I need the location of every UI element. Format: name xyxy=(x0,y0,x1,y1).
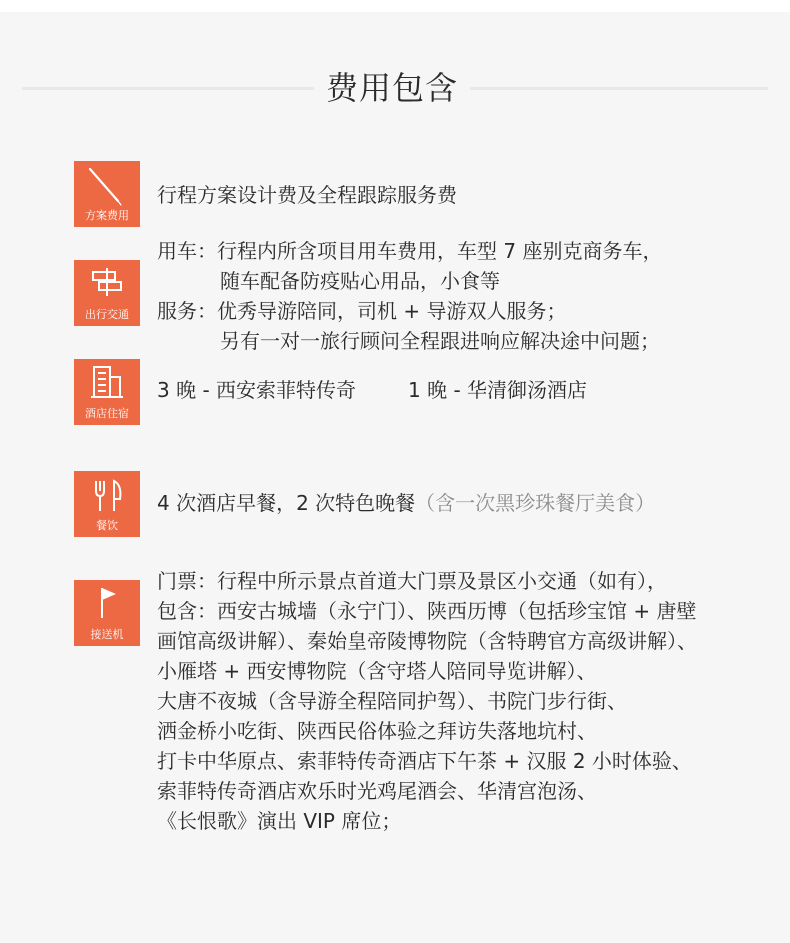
ticket-line-5: 大唐不夜城（含导游全程陪同护驾）、书院门步行街、 xyxy=(157,689,627,713)
hotel-text-2: 1 晚 - 华清御汤酒店 xyxy=(408,378,588,402)
plan-fee-label: 方案费用 xyxy=(85,209,129,222)
hotel-badge xyxy=(74,359,140,425)
transport-line-3: 服务：优秀导游陪同，司机 + 导游双人服务； xyxy=(157,299,567,323)
transport-line-4: 另有一对一旅行顾问全程跟进响应解决途中问题； xyxy=(220,329,660,353)
ticket-line-7: 打卡中华原点、索菲特传奇酒店下午茶 + 汉服 2 小时体验、 xyxy=(157,749,692,773)
signpost-icon xyxy=(74,260,140,300)
ticket-line-1: 门票：行程中所示景点首道大门票及景区小交通（如有）， xyxy=(157,569,667,593)
hotel-label: 酒店住宿 xyxy=(85,407,129,420)
meals-main: 4 次酒店早餐，2 次特色晚餐 xyxy=(157,491,416,515)
plan-fee-text: 行程方案设计费及全程跟踪服务费 xyxy=(157,183,457,207)
meals-text xyxy=(157,488,655,518)
plan-fee-badge xyxy=(74,161,140,227)
transport-line-2: 随车配备防疫贴心用品，小食等 xyxy=(220,269,500,293)
title-divider-right xyxy=(470,87,768,90)
utensils-icon xyxy=(74,471,140,515)
ticket-line-8: 索菲特传奇酒店欢乐时光鸡尾酒会、华清宫泡汤、 xyxy=(157,779,597,803)
ticket-line-3: 画馆高级讲解）、秦始皇帝陵博物院（含特聘官方高级讲解）、 xyxy=(157,629,697,653)
ticket-line-2: 包含：西安古城墙（永宁门）、陕西历博（包括珍宝馆 + 唐壁 xyxy=(157,599,697,623)
ticket-line-9: 《长恨歌》演出 VIP 席位； xyxy=(157,809,402,833)
title-divider-left xyxy=(22,87,314,90)
meals-badge xyxy=(74,471,140,537)
transfer-label: 接送机 xyxy=(90,628,124,641)
transport-badge xyxy=(74,260,140,326)
transport-line-1: 用车：行程内所含项目用车费用，车型 7 座别克商务车， xyxy=(157,239,663,263)
flag-icon xyxy=(74,580,140,622)
page-title: 费用包含 xyxy=(325,69,458,107)
pen-icon xyxy=(74,161,140,209)
building-icon xyxy=(74,359,140,401)
hotel-text-1: 3 晚 - 西安索菲特传奇 xyxy=(157,378,357,402)
ticket-line-6: 洒金桥小吃街、陕西民俗体验之拜访失落地坑村、 xyxy=(157,719,597,743)
transport-label: 出行交通 xyxy=(85,308,129,321)
meals-label: 餐饮 xyxy=(96,519,118,532)
transfer-badge xyxy=(74,580,140,646)
section-header xyxy=(22,70,768,106)
meals-note: （含一次黑珍珠餐厅美食） xyxy=(415,491,656,515)
ticket-line-4: 小雁塔 + 西安博物院（含守塔人陪同导览讲解）、 xyxy=(157,659,597,683)
